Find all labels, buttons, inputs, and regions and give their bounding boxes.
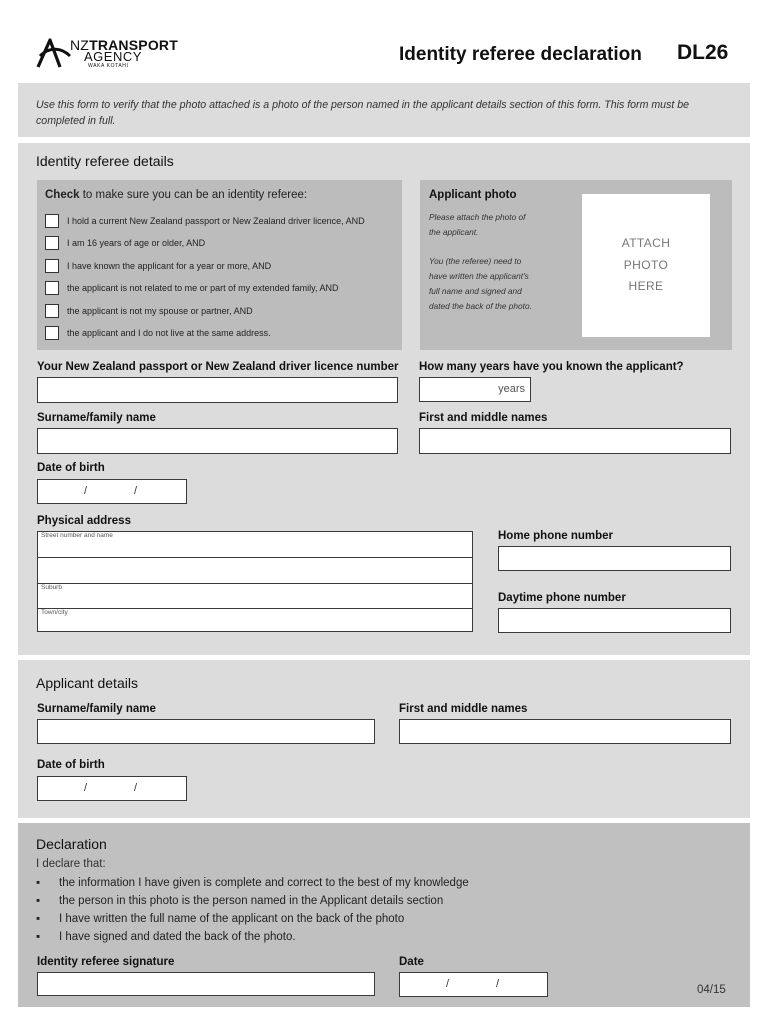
checklist-heading: Check to make sure you can be an identity referee: — [45, 189, 308, 201]
checkbox[interactable] — [45, 304, 59, 318]
years-known-label: How many years have you known the applicant? — [419, 361, 684, 373]
date-separator: / — [134, 782, 138, 794]
agency-logo-icon — [36, 36, 72, 70]
declaration-date-label: Date — [399, 956, 424, 968]
applicant-dob-field[interactable] — [37, 776, 187, 801]
logo-line2: AGENCY — [84, 49, 142, 64]
applicant-section-title: Applicant details — [36, 675, 138, 691]
form-version: 04/15 — [697, 984, 726, 996]
town-field[interactable] — [37, 609, 473, 632]
licence-number-field[interactable] — [37, 377, 398, 403]
declaration-item: ▪ the person in this photo is the person named in the Applicant details section — [36, 895, 444, 907]
home-phone-field[interactable] — [498, 546, 731, 571]
date-separator: / — [84, 485, 88, 497]
checklist-item: I hold a current New Zealand passport or New Zealand driver licence, AND — [45, 213, 365, 229]
referee-surname-field[interactable] — [37, 428, 398, 454]
form-instructions: Use this form to verify that the photo attached is a photo of the person named in the applicant details section of this form. This form must be completed in full. — [18, 83, 750, 137]
checklist-item: the applicant is not my spouse or partner, AND — [45, 303, 253, 319]
signature-field[interactable] — [37, 972, 375, 996]
years-unit: years — [498, 383, 525, 395]
home-phone-label: Home phone number — [498, 530, 614, 542]
logo-main: TRANSPORT — [89, 37, 178, 53]
applicant-surname-field[interactable] — [37, 719, 375, 744]
checkbox[interactable] — [45, 326, 59, 340]
address-line2-field[interactable] — [37, 558, 473, 584]
declaration-intro: I declare that: — [36, 858, 106, 870]
checkbox[interactable] — [45, 281, 59, 295]
declaration-item: ▪ I have signed and dated the back of the photo. — [36, 931, 296, 943]
applicant-first-names-label: First and middle names — [399, 703, 528, 715]
daytime-phone-label: Daytime phone number — [498, 592, 626, 604]
years-known-field[interactable] — [419, 377, 531, 402]
form-code: DL26 — [677, 41, 729, 64]
licence-number-label: Your New Zealand passport or New Zealand driver licence number — [37, 361, 399, 373]
logo-prefix: NZ — [70, 37, 90, 53]
checklist-item: I have known the applicant for a year or more, AND — [45, 258, 271, 274]
checkbox[interactable] — [45, 259, 59, 273]
logo-tagline: WAKA KOTAHI — [88, 63, 129, 69]
nz-transport-agency-logo — [36, 36, 196, 72]
suburb-field[interactable] — [37, 584, 473, 609]
street-label: Street number and name — [41, 532, 113, 539]
declaration-item: ▪ the information I have given is complete and correct to the best of my knowledge — [36, 877, 469, 889]
applicant-surname-label: Surname/family name — [37, 703, 156, 715]
referee-dob-field[interactable] — [37, 479, 187, 504]
photo-title: Applicant photo — [429, 189, 517, 201]
town-label: Town/city — [41, 609, 68, 616]
suburb-label: Suburb — [41, 584, 62, 591]
checklist-item: the applicant and I do not live at the same address. — [45, 325, 271, 341]
date-separator: / — [84, 782, 88, 794]
referee-section-title: Identity referee details — [36, 153, 174, 169]
referee-first-names-field[interactable] — [419, 428, 731, 454]
declaration-title: Declaration — [36, 836, 107, 852]
applicant-dob-label: Date of birth — [37, 759, 105, 771]
checklist-item: the applicant is not related to me or part of my extended family, AND — [45, 280, 338, 296]
declaration-item: ▪ I have written the full name of the applicant on the back of the photo — [36, 913, 405, 925]
declaration-date-field[interactable] — [399, 972, 548, 997]
referee-first-names-label: First and middle names — [419, 412, 548, 424]
checkbox[interactable] — [45, 214, 59, 228]
checklist-item: I am 16 years of age or older, AND — [45, 235, 205, 251]
checkbox[interactable] — [45, 236, 59, 250]
daytime-phone-field[interactable] — [498, 608, 731, 633]
date-separator: / — [134, 485, 138, 497]
signature-label: Identity referee signature — [37, 956, 175, 968]
photo-note: Please attach the photo of the applicant. You (the referee) need to have written the applicant's full name and signed and dated the back of the photo. — [429, 212, 532, 311]
applicant-photo-panel — [420, 180, 732, 350]
date-separator: / — [496, 978, 500, 990]
referee-dob-label: Date of birth — [37, 462, 105, 474]
physical-address-label: Physical address — [37, 515, 131, 527]
form-title: Identity referee declaration — [399, 44, 642, 65]
street-field[interactable] — [37, 531, 473, 558]
photo-attach-area[interactable]: ATTACH PHOTO HERE — [582, 194, 710, 337]
referee-surname-label: Surname/family name — [37, 412, 156, 424]
applicant-first-names-field[interactable] — [399, 719, 731, 744]
date-separator: / — [446, 978, 450, 990]
referee-checklist-panel — [37, 180, 402, 350]
